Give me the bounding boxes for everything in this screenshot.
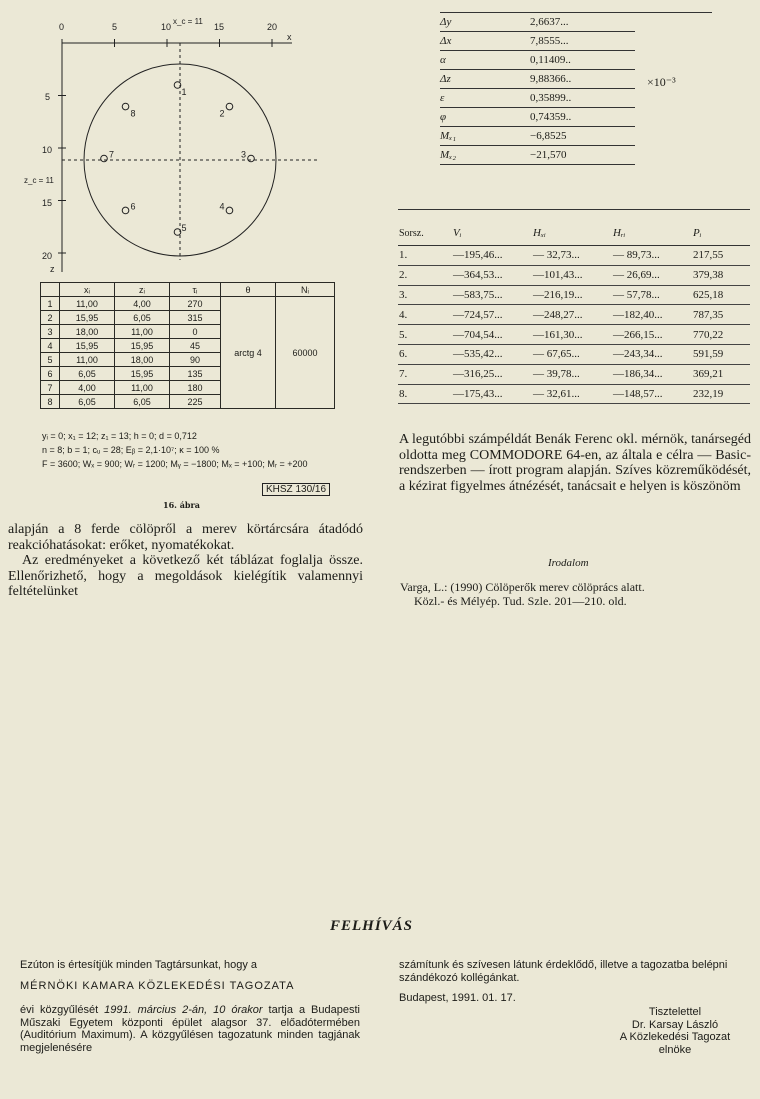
param-value: 9,88366.. bbox=[530, 73, 572, 85]
reference-entry bbox=[400, 580, 752, 608]
pile-table-cell: 6 bbox=[41, 367, 60, 381]
left-body-text bbox=[8, 522, 363, 600]
results-cell: 8. bbox=[398, 384, 452, 404]
pile-table-cell: 5 bbox=[41, 353, 60, 367]
pile-label: 6 bbox=[130, 201, 136, 212]
pile-table-cell: 315 bbox=[170, 311, 221, 325]
param-value: 7,8555... bbox=[530, 35, 569, 47]
results-cell: 369,21 bbox=[692, 364, 750, 384]
results-row bbox=[398, 305, 750, 325]
results-cell: — 32,73... bbox=[532, 246, 612, 266]
param-symbol: ε bbox=[440, 92, 445, 104]
pile-marker bbox=[226, 207, 233, 214]
pile-table-cell: 225 bbox=[170, 395, 221, 409]
pile-table-cell: 2 bbox=[41, 311, 60, 325]
param-row-rule bbox=[440, 145, 635, 146]
results-row bbox=[398, 364, 750, 384]
signature-line: A Közlekedési Tagozat bbox=[619, 1031, 731, 1043]
results-cell: — 57,78... bbox=[612, 285, 692, 305]
tick-x-15: 15 bbox=[214, 22, 225, 32]
pile-table-cell: 90 bbox=[170, 353, 221, 367]
pile-marker bbox=[248, 155, 255, 162]
x-axis-label: x bbox=[287, 32, 292, 42]
theta-cell: arctg 4 bbox=[221, 297, 276, 409]
results-cell: —195,46... bbox=[452, 246, 532, 266]
pile-table-cell: 135 bbox=[170, 367, 221, 381]
results-cell: 4. bbox=[398, 305, 452, 325]
results-cell: —186,34... bbox=[612, 364, 692, 384]
pile-marker bbox=[122, 207, 129, 214]
notice-line: Ezúton is értesítjük minden Tagtársunkat, hogy a bbox=[20, 959, 258, 971]
pile-table-cell: 180 bbox=[170, 381, 221, 395]
pile-plan-figure bbox=[24, 10, 330, 280]
param-value: 0,35899.. bbox=[530, 92, 572, 104]
zc-label: z_c = 11 bbox=[24, 176, 54, 185]
notice-text: évi közgyűlését bbox=[20, 1004, 99, 1016]
results-cell: 7. bbox=[398, 364, 452, 384]
pile-table-cell: 4,00 bbox=[60, 381, 115, 395]
results-row bbox=[398, 265, 750, 285]
results-cell: 770,22 bbox=[692, 325, 750, 345]
tick-z-10: 10 bbox=[42, 145, 53, 155]
results-cell: — 32,61... bbox=[532, 384, 612, 404]
pile-table-cell: 3 bbox=[41, 325, 60, 339]
param-table-top-rule bbox=[440, 12, 712, 13]
notice-right-column bbox=[399, 959, 751, 984]
results-cell: —243,34... bbox=[612, 344, 692, 364]
results-cell: — 39,78... bbox=[532, 364, 612, 384]
results-cell: —161,30... bbox=[532, 325, 612, 345]
acknowledgement-paragraph: A legutóbbi számpéldát Benák Ferenc okl. mérnök, tanársegéd oldotta meg COMMODORE 64-en, az általa e célra — Basic-rendszerben — írott program alapján. Szíves közreműködését, a kézirat figyelmes átnézését, tanácsait e helyen is köszönöm bbox=[399, 432, 751, 494]
results-row bbox=[398, 344, 750, 364]
results-cell: 6. bbox=[398, 344, 452, 364]
pile-table-header: τᵢ bbox=[170, 283, 221, 297]
results-cell: — 89,73... bbox=[612, 246, 692, 266]
pile-table-header: Nᵢ bbox=[276, 283, 335, 297]
param-symbol: φ bbox=[440, 111, 447, 123]
results-cell: — 67,65... bbox=[532, 344, 612, 364]
pile-marker bbox=[226, 103, 233, 110]
pile-table-cell: 8 bbox=[41, 395, 60, 409]
tick-x-0: 0 bbox=[59, 22, 65, 32]
param-row-rule bbox=[440, 126, 635, 127]
param-value: 0,11409.. bbox=[530, 54, 571, 66]
pile-table-cell: 45 bbox=[170, 339, 221, 353]
results-cell: —316,25... bbox=[452, 364, 532, 384]
signature-block bbox=[600, 1006, 750, 1056]
param-unit-multiplier: ×10⁻³ bbox=[647, 75, 676, 89]
results-cell: 1. bbox=[398, 246, 452, 266]
notice-date: Budapest, 1991. 01. 17. bbox=[399, 992, 516, 1004]
signature-line: elnöke bbox=[658, 1043, 692, 1056]
signature-line: Tisztelettel bbox=[648, 1006, 702, 1018]
param-symbol: Mₓ₂ bbox=[440, 149, 457, 161]
pile-table-cell: 6,05 bbox=[115, 395, 170, 409]
pile-label: 8 bbox=[130, 108, 136, 119]
results-header-sorsz: Sorsz. bbox=[398, 221, 452, 246]
pile-coordinates-table bbox=[40, 282, 335, 409]
acknowledgement-text bbox=[399, 432, 751, 494]
normal-force-cell: 60000 bbox=[276, 297, 335, 409]
results-cell: —148,57... bbox=[612, 384, 692, 404]
results-cell: —704,54... bbox=[452, 325, 532, 345]
results-top-rule bbox=[398, 209, 750, 210]
pile-table-cell: 270 bbox=[170, 297, 221, 311]
body-paragraph: alapján a 8 ferde cölöpről a merev körtárcsára átadódó reakcióhatásokat: erőket, nyomatékokat. bbox=[8, 522, 363, 553]
pile-table-cell: 6,05 bbox=[60, 367, 115, 381]
notice-chamber-name bbox=[20, 980, 360, 993]
results-header: Hₓᵢ bbox=[532, 221, 612, 246]
results-cell: 787,35 bbox=[692, 305, 750, 325]
pile-table-cell: 11,00 bbox=[60, 353, 115, 367]
param-row-rule bbox=[440, 164, 635, 165]
param-row-rule bbox=[440, 107, 635, 108]
results-cell: —175,43... bbox=[452, 384, 532, 404]
references-heading: Irodalom bbox=[548, 557, 589, 569]
results-cell: —583,75... bbox=[452, 285, 532, 305]
pile-label: 7 bbox=[109, 149, 115, 160]
pile-marker bbox=[101, 155, 108, 162]
notice-line: MÉRNÖKI KAMARA KÖZLEKEDÉSI TAGOZATA bbox=[20, 980, 295, 992]
tick-z-5: 5 bbox=[45, 92, 51, 102]
results-header: Vᵢ bbox=[452, 221, 532, 246]
results-row bbox=[398, 285, 750, 305]
results-header: Hᵣᵢ bbox=[612, 221, 692, 246]
results-row bbox=[398, 246, 750, 266]
tick-x-10: 10 bbox=[161, 22, 172, 32]
pile-table-header: θ bbox=[221, 283, 276, 297]
results-cell: —266,15... bbox=[612, 325, 692, 345]
tick-z-20: 20 bbox=[42, 251, 53, 261]
pile-table-cell: 11,00 bbox=[115, 325, 170, 339]
notice-title: FELHÍVÁS bbox=[330, 918, 414, 934]
param-symbol: Mₓ₁ bbox=[440, 130, 457, 142]
notice-line bbox=[20, 1004, 360, 1054]
results-cell: — 26,69... bbox=[612, 265, 692, 285]
pile-table-cell: 15,95 bbox=[60, 311, 115, 325]
pile-table-cell: 18,00 bbox=[115, 353, 170, 367]
results-cell: 2. bbox=[398, 265, 452, 285]
param-symbol: Δx bbox=[440, 35, 452, 47]
pile-label: 5 bbox=[181, 223, 187, 233]
body-paragraph: Az eredményeket a következő két táblázat foglalja össze. Ellenőrizhető, hogy a megoldások kielégítik valamennyi feltételünket bbox=[8, 553, 363, 599]
pile-table-header: xᵢ bbox=[60, 283, 115, 297]
pile-label: 2 bbox=[219, 108, 225, 119]
pile-marker bbox=[122, 103, 129, 110]
results-cell: —364,53... bbox=[452, 265, 532, 285]
results-cell: 217,55 bbox=[692, 246, 750, 266]
results-cell: —182,40... bbox=[612, 305, 692, 325]
results-cell: 379,38 bbox=[692, 265, 750, 285]
results-row bbox=[398, 325, 750, 345]
pile-table-cell: 7 bbox=[41, 381, 60, 395]
results-header: Pᵢ bbox=[692, 221, 750, 246]
results-row bbox=[398, 384, 750, 404]
pile-table-row bbox=[41, 297, 335, 311]
pile-table-header: zᵢ bbox=[115, 283, 170, 297]
pile-label: 4 bbox=[219, 201, 225, 212]
pile-table-cell: 15,95 bbox=[60, 339, 115, 353]
pile-table-cell: 11,00 bbox=[115, 381, 170, 395]
pile-table-cell: 6,05 bbox=[60, 395, 115, 409]
param-row-rule bbox=[440, 50, 635, 51]
pile-table-cell: 15,95 bbox=[115, 339, 170, 353]
notice-left-body bbox=[20, 1004, 360, 1054]
results-cell: 5. bbox=[398, 325, 452, 345]
tick-x-5: 5 bbox=[112, 22, 118, 32]
figure-parameters-line: F = 3600; Wₓ = 900; Wᵣ = 1200; Mᵧ = −1800; Mₓ = +100; Mᵣ = +200 bbox=[42, 459, 308, 469]
pile-table-cell: 15,95 bbox=[115, 367, 170, 381]
results-cell: 625,18 bbox=[692, 285, 750, 305]
param-row-rule bbox=[440, 69, 635, 70]
param-symbol: Δy bbox=[440, 16, 452, 28]
reference-line: Közl.- és Mélyép. Tud. Szle. 201—210. old. bbox=[414, 594, 627, 608]
pile-table-cell: 6,05 bbox=[115, 311, 170, 325]
param-value: −21,570 bbox=[530, 149, 567, 161]
pile-table-cell: 4 bbox=[41, 339, 60, 353]
param-value: 2,6637... bbox=[530, 16, 569, 28]
pile-table-header bbox=[41, 283, 60, 297]
figure-parameters-line: n = 8; b = 1; cᵤ = 28; Eᵦ = 2,1·10⁷; κ = 100 % bbox=[42, 445, 220, 455]
results-cell: —248,27... bbox=[532, 305, 612, 325]
results-cell: —724,57... bbox=[452, 305, 532, 325]
param-symbol: α bbox=[440, 54, 446, 66]
pile-table-cell: 4,00 bbox=[115, 297, 170, 311]
figure-parameters-line: yᵢ = 0; x₁ = 12; z₁ = 13; h = 0; d = 0,712 bbox=[42, 431, 197, 441]
results-table bbox=[398, 221, 750, 404]
pile-label: 3 bbox=[241, 149, 247, 160]
notice-text: tartja bbox=[268, 1004, 293, 1016]
param-value: 0,74359.. bbox=[530, 111, 572, 123]
param-value: −6,8525 bbox=[530, 130, 567, 142]
results-cell: 232,19 bbox=[692, 384, 750, 404]
results-cell: —216,19... bbox=[532, 285, 612, 305]
results-cell: —101,43... bbox=[532, 265, 612, 285]
notice-line: számítunk és szívesen látunk érdeklődő, illetve a tagozatba belépni szándékozó kollégánkat. bbox=[399, 959, 728, 984]
notice-text: a Budapesti Műszaki Egyetem központi épület alagsor 37. előadótermében (Auditórium Maximum). A közgyűlésen tagozatunk minden tagjának megjelenésére bbox=[20, 1004, 360, 1054]
notice-left-column bbox=[20, 959, 360, 972]
pile-table-cell: 0 bbox=[170, 325, 221, 339]
results-cell: —535,42... bbox=[452, 344, 532, 364]
results-cell: 3. bbox=[398, 285, 452, 305]
param-row-rule bbox=[440, 88, 635, 89]
tick-x-20: 20 bbox=[267, 22, 278, 32]
figure-caption: 16. ábra bbox=[163, 500, 200, 510]
signature-line: Dr. Karsay László bbox=[631, 1018, 719, 1031]
pile-table-cell: 11,00 bbox=[60, 297, 115, 311]
notice-date-time: 1991. március 2-án, 10 órakor bbox=[104, 1004, 263, 1016]
pile-label: 1 bbox=[181, 87, 187, 97]
results-cell: 591,59 bbox=[692, 344, 750, 364]
tick-z-15: 15 bbox=[42, 198, 53, 208]
pile-table-cell: 1 bbox=[41, 297, 60, 311]
z-axis-label: z bbox=[50, 264, 55, 274]
xc-label: x_c = 11 bbox=[173, 17, 203, 26]
pile-table-cell: 18,00 bbox=[60, 325, 115, 339]
reference-line: Varga, L.: (1990) Cölöperők merev cölöprács alatt. bbox=[400, 580, 645, 594]
param-row-rule bbox=[440, 31, 635, 32]
figure-code-box: KHSZ 130/16 bbox=[262, 483, 330, 496]
param-symbol: Δz bbox=[440, 73, 451, 85]
